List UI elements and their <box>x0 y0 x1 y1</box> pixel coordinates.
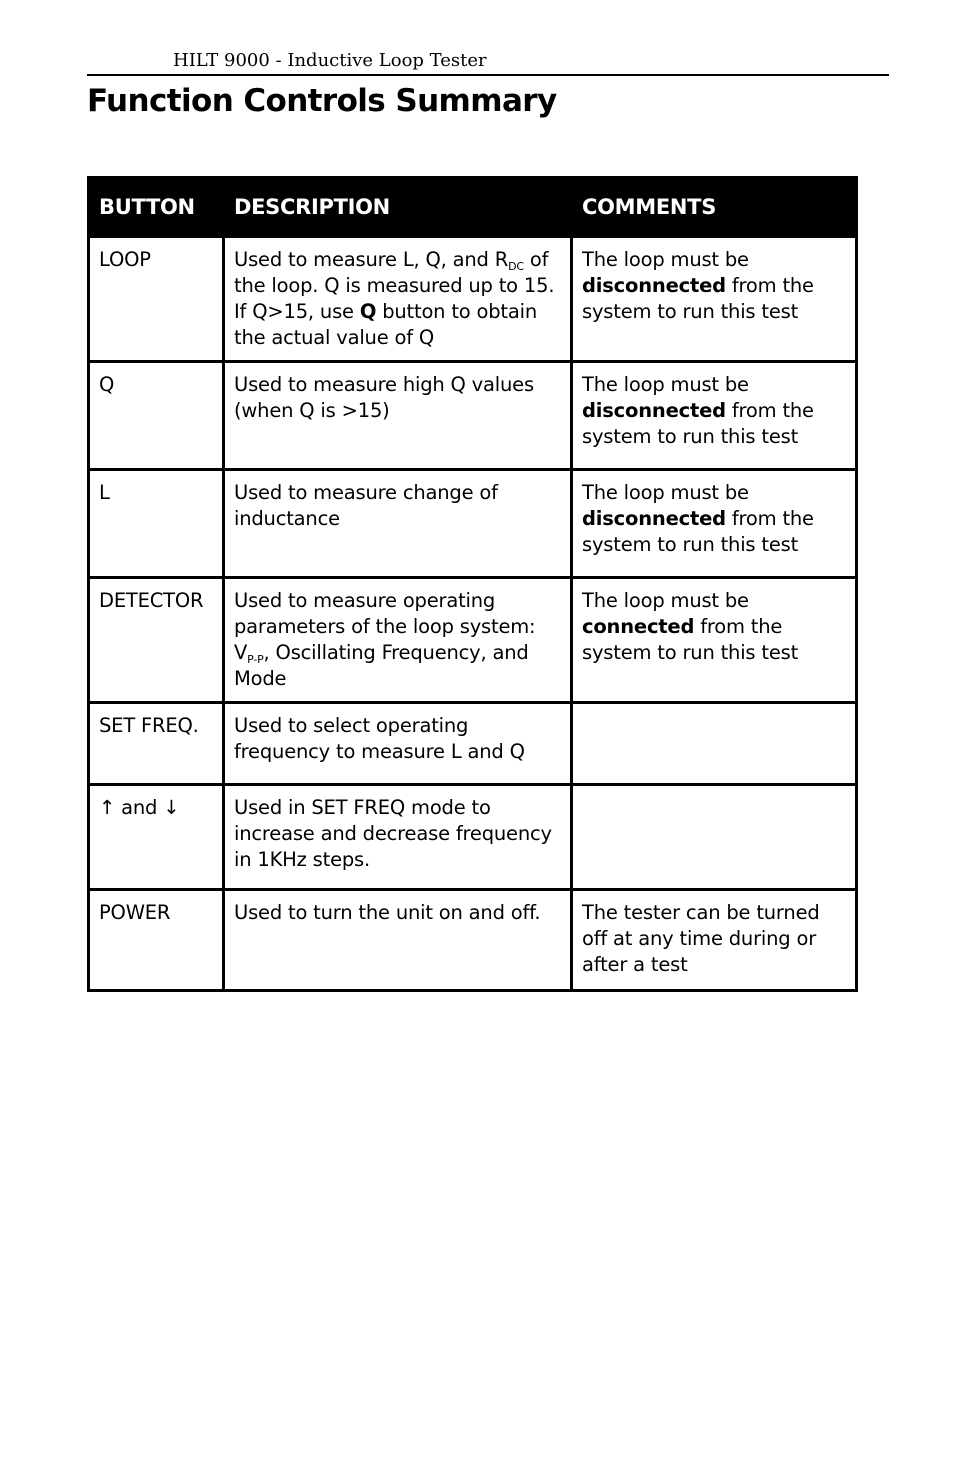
description-text: button to obtain the actual value of Q <box>234 300 537 349</box>
header-description: DESCRIPTION <box>224 178 572 237</box>
cell-description: Used to turn the unit on and off. <box>224 890 572 991</box>
comments-bold-text: disconnected <box>582 274 726 297</box>
cell-comments <box>572 362 857 470</box>
cell-description: Used to measure change of inductance <box>224 470 572 578</box>
table-row-l <box>89 470 857 578</box>
header-rule <box>87 74 889 76</box>
table-row-q <box>89 362 857 470</box>
comments-bold-text: disconnected <box>582 507 726 530</box>
comments-text: from the system to run this test <box>582 615 799 664</box>
comments-bold-text: connected <box>582 615 695 638</box>
cell-description: Used to select operating frequency to measure L and Q <box>224 703 572 785</box>
subscript-text: DC <box>508 260 524 273</box>
cell-button: DETECTOR <box>89 578 224 703</box>
description-text: , Oscillating Frequency, and Mode <box>234 641 529 690</box>
cell-button: L <box>89 470 224 578</box>
page-title: Function Controls Summary <box>87 83 557 119</box>
cell-comments <box>572 703 857 785</box>
cell-button: POWER <box>89 890 224 991</box>
description-text: Used to measure operating parameters of the loop system: V <box>234 589 536 664</box>
cell-button: SET FREQ. <box>89 703 224 785</box>
cell-button: ↑ and ↓ <box>89 785 224 890</box>
cell-comments: The tester can be turned off at any time during or after a test <box>572 890 857 991</box>
cell-description <box>224 578 572 703</box>
cell-comments <box>572 470 857 578</box>
cell-comments <box>572 578 857 703</box>
cell-comments <box>572 237 857 362</box>
cell-comments <box>572 785 857 890</box>
comments-text: The loop must be <box>582 373 749 396</box>
cell-description: Used in SET FREQ mode to increase and decrease frequency in 1KHz steps. <box>224 785 572 890</box>
table-header-row <box>89 178 857 237</box>
comments-text: from the system to run this test <box>582 274 814 323</box>
table-row-up-down <box>89 785 857 890</box>
comments-bold-text: disconnected <box>582 399 726 422</box>
comments-text: from the system to run this test <box>582 399 814 448</box>
cell-description <box>224 237 572 362</box>
cell-button: LOOP <box>89 237 224 362</box>
table-row-set-freq <box>89 703 857 785</box>
comments-text: The loop must be <box>582 589 749 612</box>
comments-text: The loop must be <box>582 248 749 271</box>
cell-description: Used to measure high Q values (when Q is >15) <box>224 362 572 470</box>
table-row-detector <box>89 578 857 703</box>
description-text: Used to measure L, Q, and R <box>234 248 509 271</box>
comments-text: The loop must be <box>582 481 749 504</box>
comments-text: from the system to run this test <box>582 507 814 556</box>
table-row-loop <box>89 237 857 362</box>
description-text: of the loop. Q is measured up to 15. If Q>15, use <box>234 248 555 323</box>
table-row-power <box>89 890 857 991</box>
header-button: BUTTON <box>89 178 224 237</box>
header-comments: COMMENTS <box>572 178 857 237</box>
description-bold-text: Q <box>359 300 377 323</box>
function-controls-table <box>87 176 858 992</box>
subscript-text: P-P <box>247 653 264 666</box>
running-header: HILT 9000 - Inductive Loop Tester <box>173 50 487 71</box>
cell-button: Q <box>89 362 224 470</box>
